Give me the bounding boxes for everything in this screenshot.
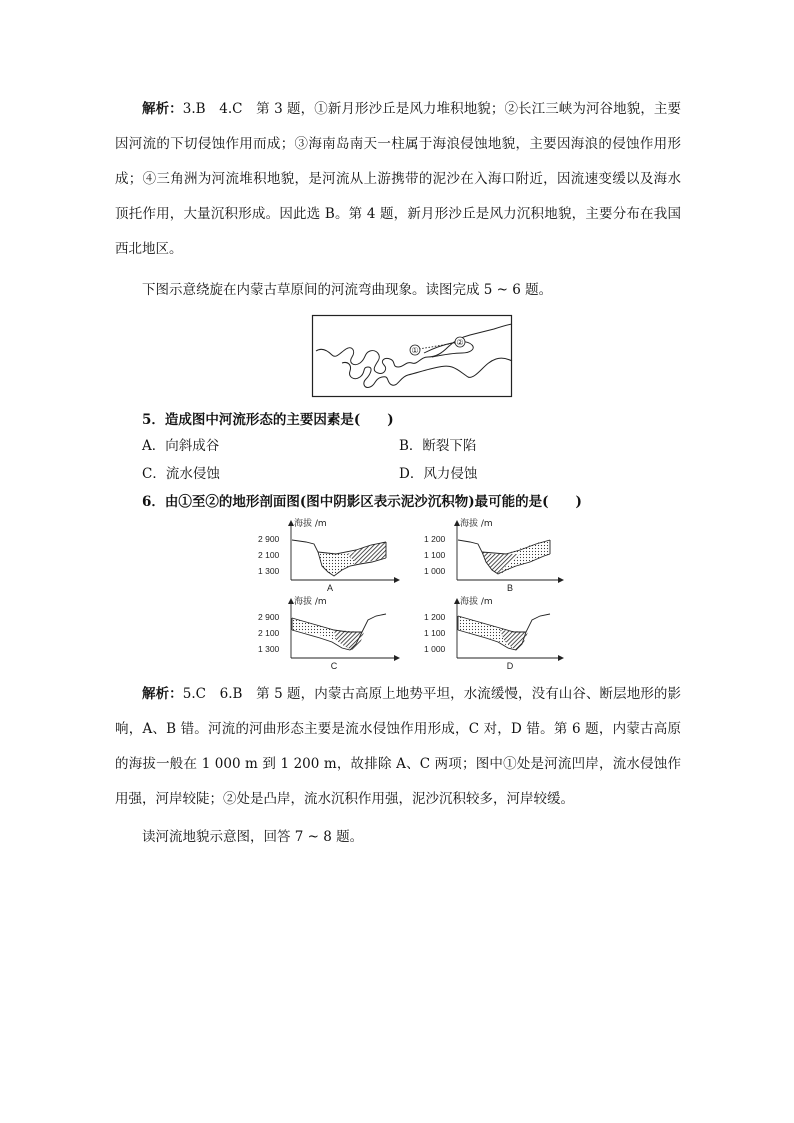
profile-a-tick-3: 1 300 (258, 566, 280, 576)
river-meander-map (312, 315, 512, 397)
point-2-label: ② (456, 338, 464, 347)
question-6-stem: 6．由①至②的地形剖面图(图中阴影区表示泥沙沉积物)最可能的是( ) (142, 494, 582, 510)
profile-b-tick-3: 1 000 (424, 566, 446, 576)
explanation-label: 解析： (142, 101, 183, 117)
profile-c[interactable] (256, 592, 401, 672)
explanation-5-6 (115, 677, 681, 817)
profile-c-tick-3: 1 300 (258, 644, 280, 654)
profile-b-tick-1: 1 200 (424, 534, 446, 544)
profile-b[interactable] (420, 514, 565, 594)
profile-d-axis-title: 海拔 /m (460, 597, 493, 607)
intro-5-6: 下图示意绕旋在内蒙古草原间的河流弯曲现象。读图完成 5 ~ 6 题。 (142, 282, 553, 298)
profile-a-axis-title: 海拔 /m (294, 519, 327, 529)
q5-option-b[interactable]: B．断裂下陷 (399, 438, 477, 454)
q5-option-d[interactable]: D．风力侵蚀 (399, 466, 478, 482)
profile-c-letter: C (330, 661, 338, 671)
profile-d-tick-1: 1 200 (424, 612, 446, 622)
profile-a-tick-1: 2 900 (258, 534, 280, 544)
profile-a-letter: A (326, 583, 334, 593)
profile-b-axis-title: 海拔 /m (460, 519, 493, 529)
intro-7-8: 读河流地貌示意图，回答 7 ~ 8 题。 (142, 829, 364, 845)
explanation-text: 5.C 6.B 第 5 题，内蒙古高原上地势平坦，水流缓慢，没有山谷、断层地形的影响，A、B 错。河流的河曲形态主要是流水侵蚀作用形成，C 对，D 错。第 6 题，内蒙古高原的海拔一般在 1 000 m 到 1 200 m，故排除 A、C 两项；图中①处是河流凹岸，流水侵蚀作用强，河岸较陡；②处是凸岸，流水沉积作用强，泥沙沉积较多，河岸较缓。 (115, 686, 681, 807)
profile-a[interactable] (256, 514, 401, 594)
question-5-stem: 5．造成图中河流形态的主要因素是( ) (142, 412, 394, 428)
profile-b-letter: B (506, 583, 514, 593)
profile-a-tick-2: 2 100 (258, 550, 280, 560)
q5-option-c[interactable]: C．流水侵蚀 (142, 466, 220, 482)
point-1-label: ① (411, 346, 419, 355)
q5-option-a[interactable]: A．向斜成谷 (142, 438, 220, 454)
profile-b-tick-2: 1 100 (424, 550, 446, 560)
profile-d[interactable] (420, 592, 565, 672)
explanation-3-4 (115, 92, 681, 267)
profile-d-letter: D (506, 661, 514, 671)
profile-c-tick-1: 2 900 (258, 612, 280, 622)
profile-c-axis-title: 海拔 /m (294, 597, 327, 607)
explanation-label: 解析： (142, 686, 183, 702)
explanation-text: 3.B 4.C 第 3 题，①新月形沙丘是风力堆积地貌；②长江三峡为河谷地貌，主要因河流的下切侵蚀作用而成；③海南岛南天一柱属于海浪侵蚀地貌，主要因海浪的侵蚀作用形成；④三角洲为河流堆积地貌，是河流从上游携带的泥沙在入海口附近，因流速变缓以及海水顶托作用，大量沉积形成。因此选 B。第 4 题，新月形沙丘是风力沉积地貌，主要分布在我国西北地区。 (115, 101, 681, 257)
profile-d-tick-2: 1 100 (424, 628, 446, 638)
profile-d-tick-3: 1 000 (424, 644, 446, 654)
profile-c-tick-2: 2 100 (258, 628, 280, 638)
